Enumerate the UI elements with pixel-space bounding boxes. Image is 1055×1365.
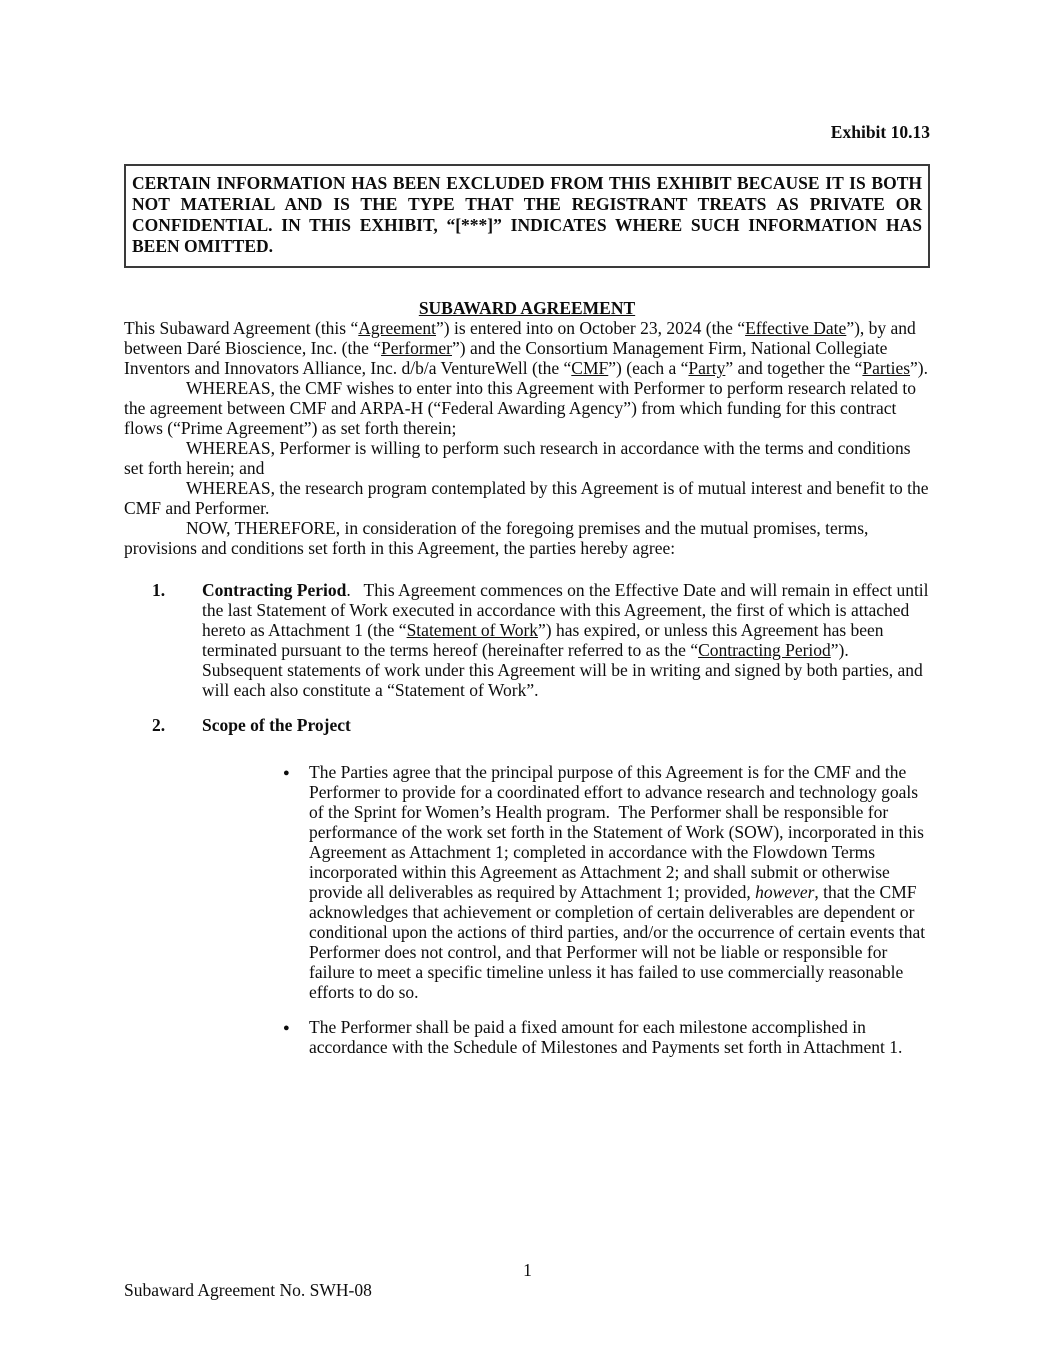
page-number: 1 [523, 1260, 532, 1280]
bullet-item-fixed-amount [283, 1017, 930, 1057]
section-2-scope-of-project [152, 715, 930, 735]
exhibit-label: Exhibit 10.13 [830, 122, 930, 142]
intro-paragraph: This Subaward Agreement (this “Agreement”) is entered into on October 23, 2024 (the “Effective Date”), by and between Daré Bioscience, Inc. (the “Performer”) and the Consortium Management Firm, National Collegiate Inventors and Innovators Alliance, Inc. d/b/a VentureWell (the “CMF”) (each a “Party” and together the “Parties”). [124, 318, 929, 378]
section-1-contracting-period [152, 580, 930, 700]
confidentiality-notice-box [124, 164, 930, 268]
bullet-item-principal-purpose [283, 762, 930, 1002]
section-2-heading: Scope of the Project [202, 715, 351, 735]
section-1-body: Contracting Period. This Agreement commences on the Effective Date and will remain in effect until the last Statement of Work executed in accordance with this Agreement, the first of which is attached hereto as Attachment 1 (the “Statement of Work”) has expired, or unless this Agreement has been terminated pursuant to the terms hereof (hereinafter referred to as the “Contracting Period”). Subsequent statements of work under this Agreement will be in writing and signed by both parties, and will each also constitute a “Statement of Work”. [202, 580, 929, 700]
bullet-2-text: The Performer shall be paid a fixed amount for each milestone accomplished in accordance with the Schedule of Milestones and Payments set forth in Attachment 1. [309, 1017, 903, 1057]
section-2-number: 2. [152, 715, 166, 735]
bullet-icon: ● [283, 1022, 290, 1034]
bullet-icon: ● [283, 767, 290, 779]
section-1-number: 1. [152, 580, 166, 600]
confidentiality-notice-text: CERTAIN INFORMATION HAS BEEN EXCLUDED FROM THIS EXHIBIT BECAUSE IT IS BOTH NOT MATERIAL AND IS THE TYPE THAT THE REGISTRANT TREATS AS PRIVATE OR CONFIDENTIAL. IN THIS EXHIBIT, “[***]” INDICATES WHERE SUCH INFORMATION HAS BEEN OMITTED. [132, 173, 922, 256]
footer-doc-number: Subaward Agreement No. SWH-08 [124, 1280, 372, 1300]
bullet-1-text: The Parties agree that the principal purpose of this Agreement is for the CMF and the Performer to provide for a coordinated effort to advance research and technology goals of the Sprint for Women’s Health program. The Performer shall be responsible for performance of the work set forth in the Statement of Work (SOW), incorporated in this Agreement as Attachment 1; completed in accordance with the Flowdown Terms incorporated within this Agreement as Attachment 2; and shall submit or otherwise provide all deliverables as required by Attachment 1; provided, however, that the CMF acknowledges that achievement or completion of certain deliverables are dependent or conditional upon the actions of third parties, and/or the occurrence of certain events that Performer does not control, and that Performer will not be liable or responsible for failure to meet a specific timeline unless it has failed to use commercially reasonable efforts to do so. [309, 762, 926, 1002]
whereas-paragraph-3: WHEREAS, the research program contemplated by this Agreement is of mutual interest and benefit to the CMF and Performer. [124, 478, 929, 518]
whereas-paragraph-1: WHEREAS, the CMF wishes to enter into this Agreement with Performer to perform research related to the agreement between CMF and ARPA-H (“Federal Awarding Agency”) from which funding for this contract flows (“Prime Agreement”) as set forth therein; [124, 378, 916, 438]
document-title: SUBAWARD AGREEMENT [418, 298, 636, 318]
whereas-paragraph-2: WHEREAS, Performer is willing to perform such research in accordance with the terms and conditions set forth herein; and [124, 438, 911, 478]
now-therefore-paragraph: NOW, THEREFORE, in consideration of the foregoing premises and the mutual promises, terms, provisions and conditions set forth in this Agreement, the parties hereby agree: [124, 518, 869, 558]
